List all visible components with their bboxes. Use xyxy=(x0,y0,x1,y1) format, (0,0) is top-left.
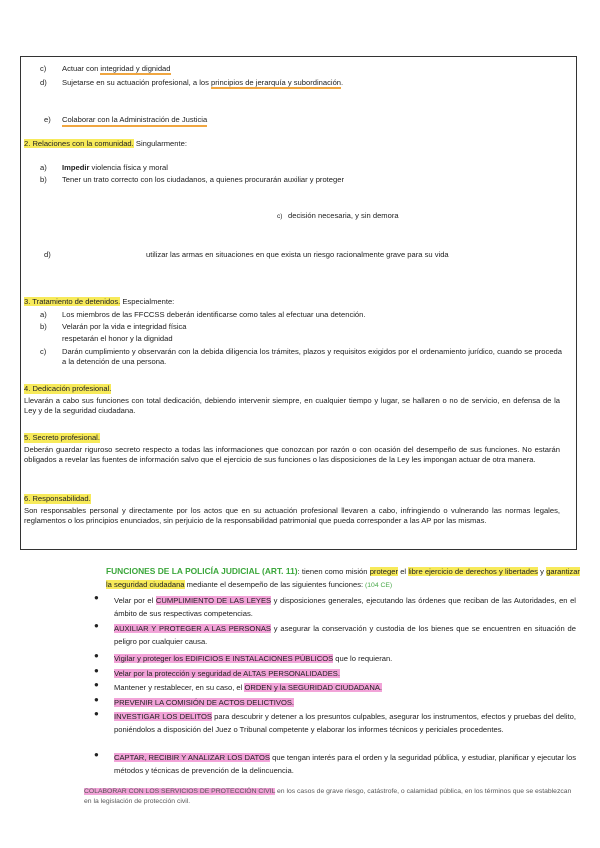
section-3-heading xyxy=(24,297,174,307)
bullet-icon: ● xyxy=(94,680,99,689)
section-5-title: 5. Secreto profesional. xyxy=(24,433,100,442)
policia-intro-c: y xyxy=(537,567,547,576)
policia-footer-highlight: COLABORAR CON LOS SERVICIOS DE PROTECCIÓN CIVIL xyxy=(84,788,276,795)
s2-d-label: d) xyxy=(44,250,51,259)
s3-a-text: Los miembros de las FFCCSS deberán identificarse como tales al efectuar una detención. xyxy=(62,310,366,319)
policia-function-text-b: que lo requieran. xyxy=(333,654,393,663)
item-e1-label: e) xyxy=(44,115,51,124)
policia-function-highlight: Vigilar y proteger los EDIFICIOS E INSTALACIONES PÚBLICOS xyxy=(114,654,334,663)
bullet-icon: ● xyxy=(94,750,99,759)
bullet-icon: ● xyxy=(94,651,99,660)
item-c1-highlight: integridad y dignidad xyxy=(100,64,171,73)
s2-a-text xyxy=(62,163,168,173)
item-d1-label: d) xyxy=(40,78,47,87)
item-c1-label: c) xyxy=(40,64,47,73)
section-4-text: Llevarán a cabo sus funciones con total dedicación, debiendo intervenir siempre, en cualquier tiempo y lugar, se hallaren o no de servicio, en defensa de la Ley y de la seguridad ciudadana. xyxy=(24,396,560,415)
policia-function-item xyxy=(114,652,576,665)
policia-function-highlight: ORDEN y la SEGURIDAD CIUDADANA. xyxy=(244,683,382,692)
policia-function-item xyxy=(114,696,576,709)
policia-function-highlight: INVESTIGAR LOS DELITOS xyxy=(114,712,212,721)
policia-function-highlight: PREVENIR LA COMISIÓN DE ACTOS DELICTIVOS. xyxy=(114,698,295,707)
policia-function-item xyxy=(114,681,576,694)
item-e1-text: Colaborar con la Administración de Justicia xyxy=(62,115,207,127)
policia-function-text-a: Velar por el xyxy=(114,596,156,605)
policia-function-text-a: Mantener y restablecer, en su caso, el xyxy=(114,683,245,692)
policia-function-item xyxy=(114,751,576,777)
policia-function-item xyxy=(114,622,576,648)
item-d1-highlight: principios de jerarquía y subordinación xyxy=(211,78,342,87)
policia-intro-a: : tienen como misión xyxy=(297,567,370,576)
section-6-text: Son responsables personal y directamente por los actos que en su actuación profesional llevaren a cabo, infringiendo o vulnerando las normas legales, reglamentos o los principios enunciados, sin perjuicio de la responsabilidad patrimonial que pueda corresponder a las AP por las mismas. xyxy=(24,506,560,525)
section-3-title: 3. Tratamiento de detenidos. xyxy=(24,297,121,306)
s2-a-rest: violencia física y moral xyxy=(89,163,168,172)
policia-libre: libre ejercicio de derechos y libertades xyxy=(408,567,538,576)
s2-b-label: b) xyxy=(40,175,47,184)
s3-c-text: Darán cumplimiento y observarán con la debida diligencia los trámites, plazos y requisitos exigidos por el ordenamiento jurídico, cuando se proceda a la detención de una persona. xyxy=(62,347,562,366)
section-3-intro: Especialmente: xyxy=(120,297,175,306)
bullet-icon: ● xyxy=(94,593,99,602)
policia-title: FUNCIONES DE LA POLICÍA JUDICIAL (ART. 11) xyxy=(106,566,298,576)
item-c1-text-a: Actuar con xyxy=(62,64,101,73)
s3-b-line2: respetarán el honor y la dignidad xyxy=(62,334,173,343)
section-4-title: 4. Dedicación profesional. xyxy=(24,384,112,393)
section-5-text: Deberán guardar riguroso secreto respecto a todas las informaciones que conozcan por razón o con ocasión del desempeño de sus funciones. No estarán obligados a revelar las fuentes de información salvo que el ejercicio de sus funciones o las disposiciones de la Ley les impongan actuar de otra manera. xyxy=(24,445,560,464)
policia-function-text-b: y asegurar la conservación y custodia de los bienes que se encuentren en situación de peligro por cualquier causa. xyxy=(114,624,577,646)
policia-function-highlight: CAPTAR, RECIBIR Y ANALIZAR LOS DATOS xyxy=(114,753,270,762)
policia-function-highlight: Velar por la protección y seguridad de ALTAS PERSONALIDADES. xyxy=(114,669,340,678)
policia-intro-b: el xyxy=(397,567,409,576)
policia-proteger: proteger xyxy=(369,567,398,576)
policia-function-highlight: AUXILIAR Y PROTEGER A LAS PERSONAS xyxy=(114,624,271,633)
bullet-icon: ● xyxy=(94,666,99,675)
item-c1-text xyxy=(62,64,171,74)
item-d1-text-a: Sujetarse en su actuación profesional, a los xyxy=(62,78,212,87)
section-2-heading xyxy=(24,139,187,149)
policia-function-item xyxy=(114,710,576,736)
policia-footer xyxy=(84,787,574,807)
s2-c-text: decisión necesaria, y sin demora xyxy=(288,211,399,220)
bullet-icon: ● xyxy=(94,621,99,630)
policia-function-text-b: que tengan interés para el orden y la seguridad pública, y estudiar, planificar y ejecutar los métodos y técnicas de prevención de la delincuencia. xyxy=(114,753,576,775)
policia-function-text-b: para descubrir y detener a los presuntos culpables, asegurar los instrumentos, efectos y pruebas del delito, poniéndolos a disposición del Juez o Tribunal competente y elaborar los informes técnicos y periciales procedentes. xyxy=(114,712,577,734)
s3-b-label: b) xyxy=(40,322,47,331)
s2-a-label: a) xyxy=(40,163,47,172)
policia-footer-rest: en los casos de grave riesgo, catástrofe, o calamidad pública, en los términos que se establezcan en la legislación de protección civil. xyxy=(84,788,572,805)
policia-intro-d: mediante el desempeño de las siguientes funciones: xyxy=(184,580,364,589)
item-d1-text-c: . xyxy=(341,78,344,87)
s3-b-line1: Velarán por la vida e integridad física xyxy=(62,322,187,331)
s2-a-bold: Impedir xyxy=(62,163,90,172)
policia-garantizar: garantizar la seguridad ciudadana xyxy=(106,567,580,589)
section-2-intro: Singularmente: xyxy=(133,139,187,148)
item-d1-text xyxy=(62,78,343,88)
bullet-icon: ● xyxy=(94,709,99,718)
bullet-icon: ● xyxy=(94,695,99,704)
policia-function-item xyxy=(114,667,576,680)
s2-b-text: Tener un trato correcto con los ciudadanos, a quienes procurarán auxiliar y proteger xyxy=(62,175,344,184)
s2-d-text: utilizar las armas en situaciones en que exista un riesgo racionalmente grave para su vida xyxy=(146,250,449,259)
s2-c-label: c) xyxy=(277,213,283,220)
section-6-title: 6. Responsabilidad. xyxy=(24,494,91,503)
policia-intro xyxy=(106,565,580,592)
policia-function-text-b: y disposiciones generales, ejecutando las órdenes que reciban de las Autoridades, en el ámbito de sus respectivas competencias. xyxy=(114,596,576,618)
s3-c-label: c) xyxy=(40,347,47,356)
policia-ref: (104 CE) xyxy=(363,582,393,589)
s3-a-label: a) xyxy=(40,310,47,319)
policia-function-highlight: CUMPLIMIENTO DE LAS LEYES xyxy=(155,596,272,605)
section-2-title: 2. Relaciones con la comunidad. xyxy=(24,139,134,148)
policia-function-item xyxy=(114,594,576,620)
